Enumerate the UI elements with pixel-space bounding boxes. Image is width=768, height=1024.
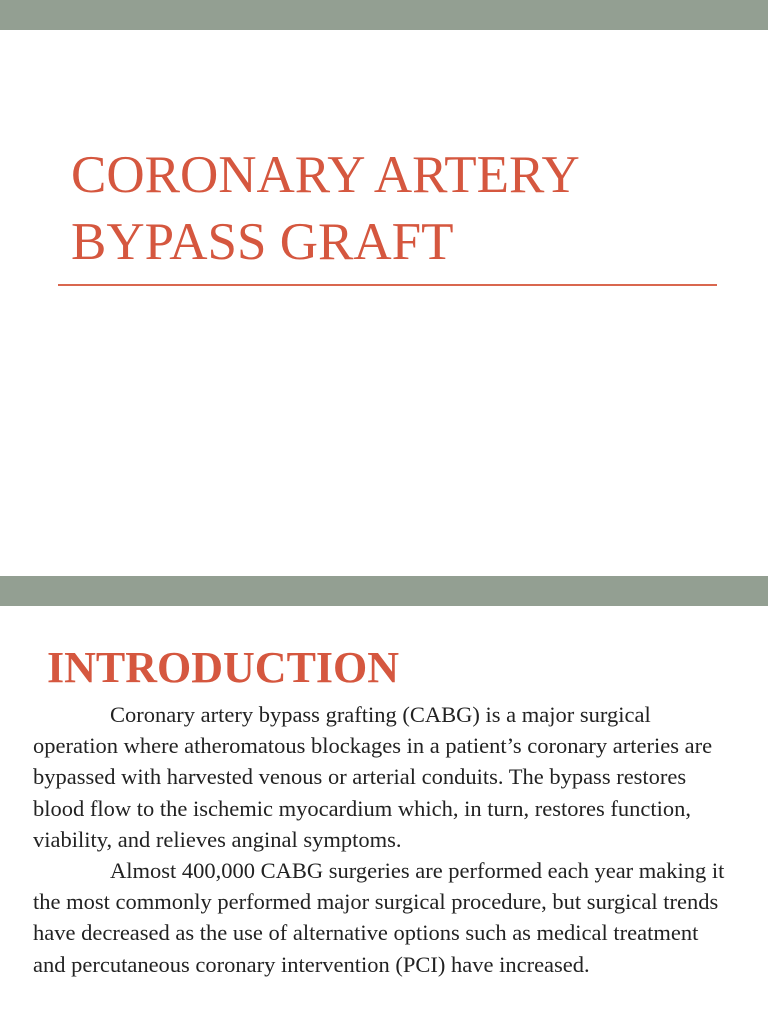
- slide-separator-banner: [0, 576, 768, 606]
- introduction-body: [33, 699, 735, 980]
- title-divider: [58, 284, 717, 286]
- slide-title-line-2: BYPASS GRAFT: [71, 213, 454, 271]
- introduction-paragraph-1: Coronary artery bypass grafting (CABG) is a major surgical operation where atheromatous blockages in a patient’s coronary arteries are bypassed with harvested venous or arterial conduits. The bypass restores blood flow to the ischemic myocardium which, in turn, restores function, viability, and relieves anginal symptoms.: [33, 702, 713, 852]
- top-banner: [0, 0, 768, 30]
- introduction-slide: [0, 606, 768, 1024]
- slide-title-line-1: CORONARY ARTERY: [71, 146, 580, 204]
- introduction-paragraph-2: Almost 400,000 CABG surgeries are performed each year making it the most commonly performed major surgical procedure, but surgical trends have decreased as the use of alternative options such as medical treatment and percutaneous coronary intervention (PCI) have increased.: [33, 858, 725, 977]
- slide-title: [71, 142, 711, 276]
- title-slide: [0, 30, 768, 576]
- introduction-heading: INTRODUCTION: [47, 643, 400, 692]
